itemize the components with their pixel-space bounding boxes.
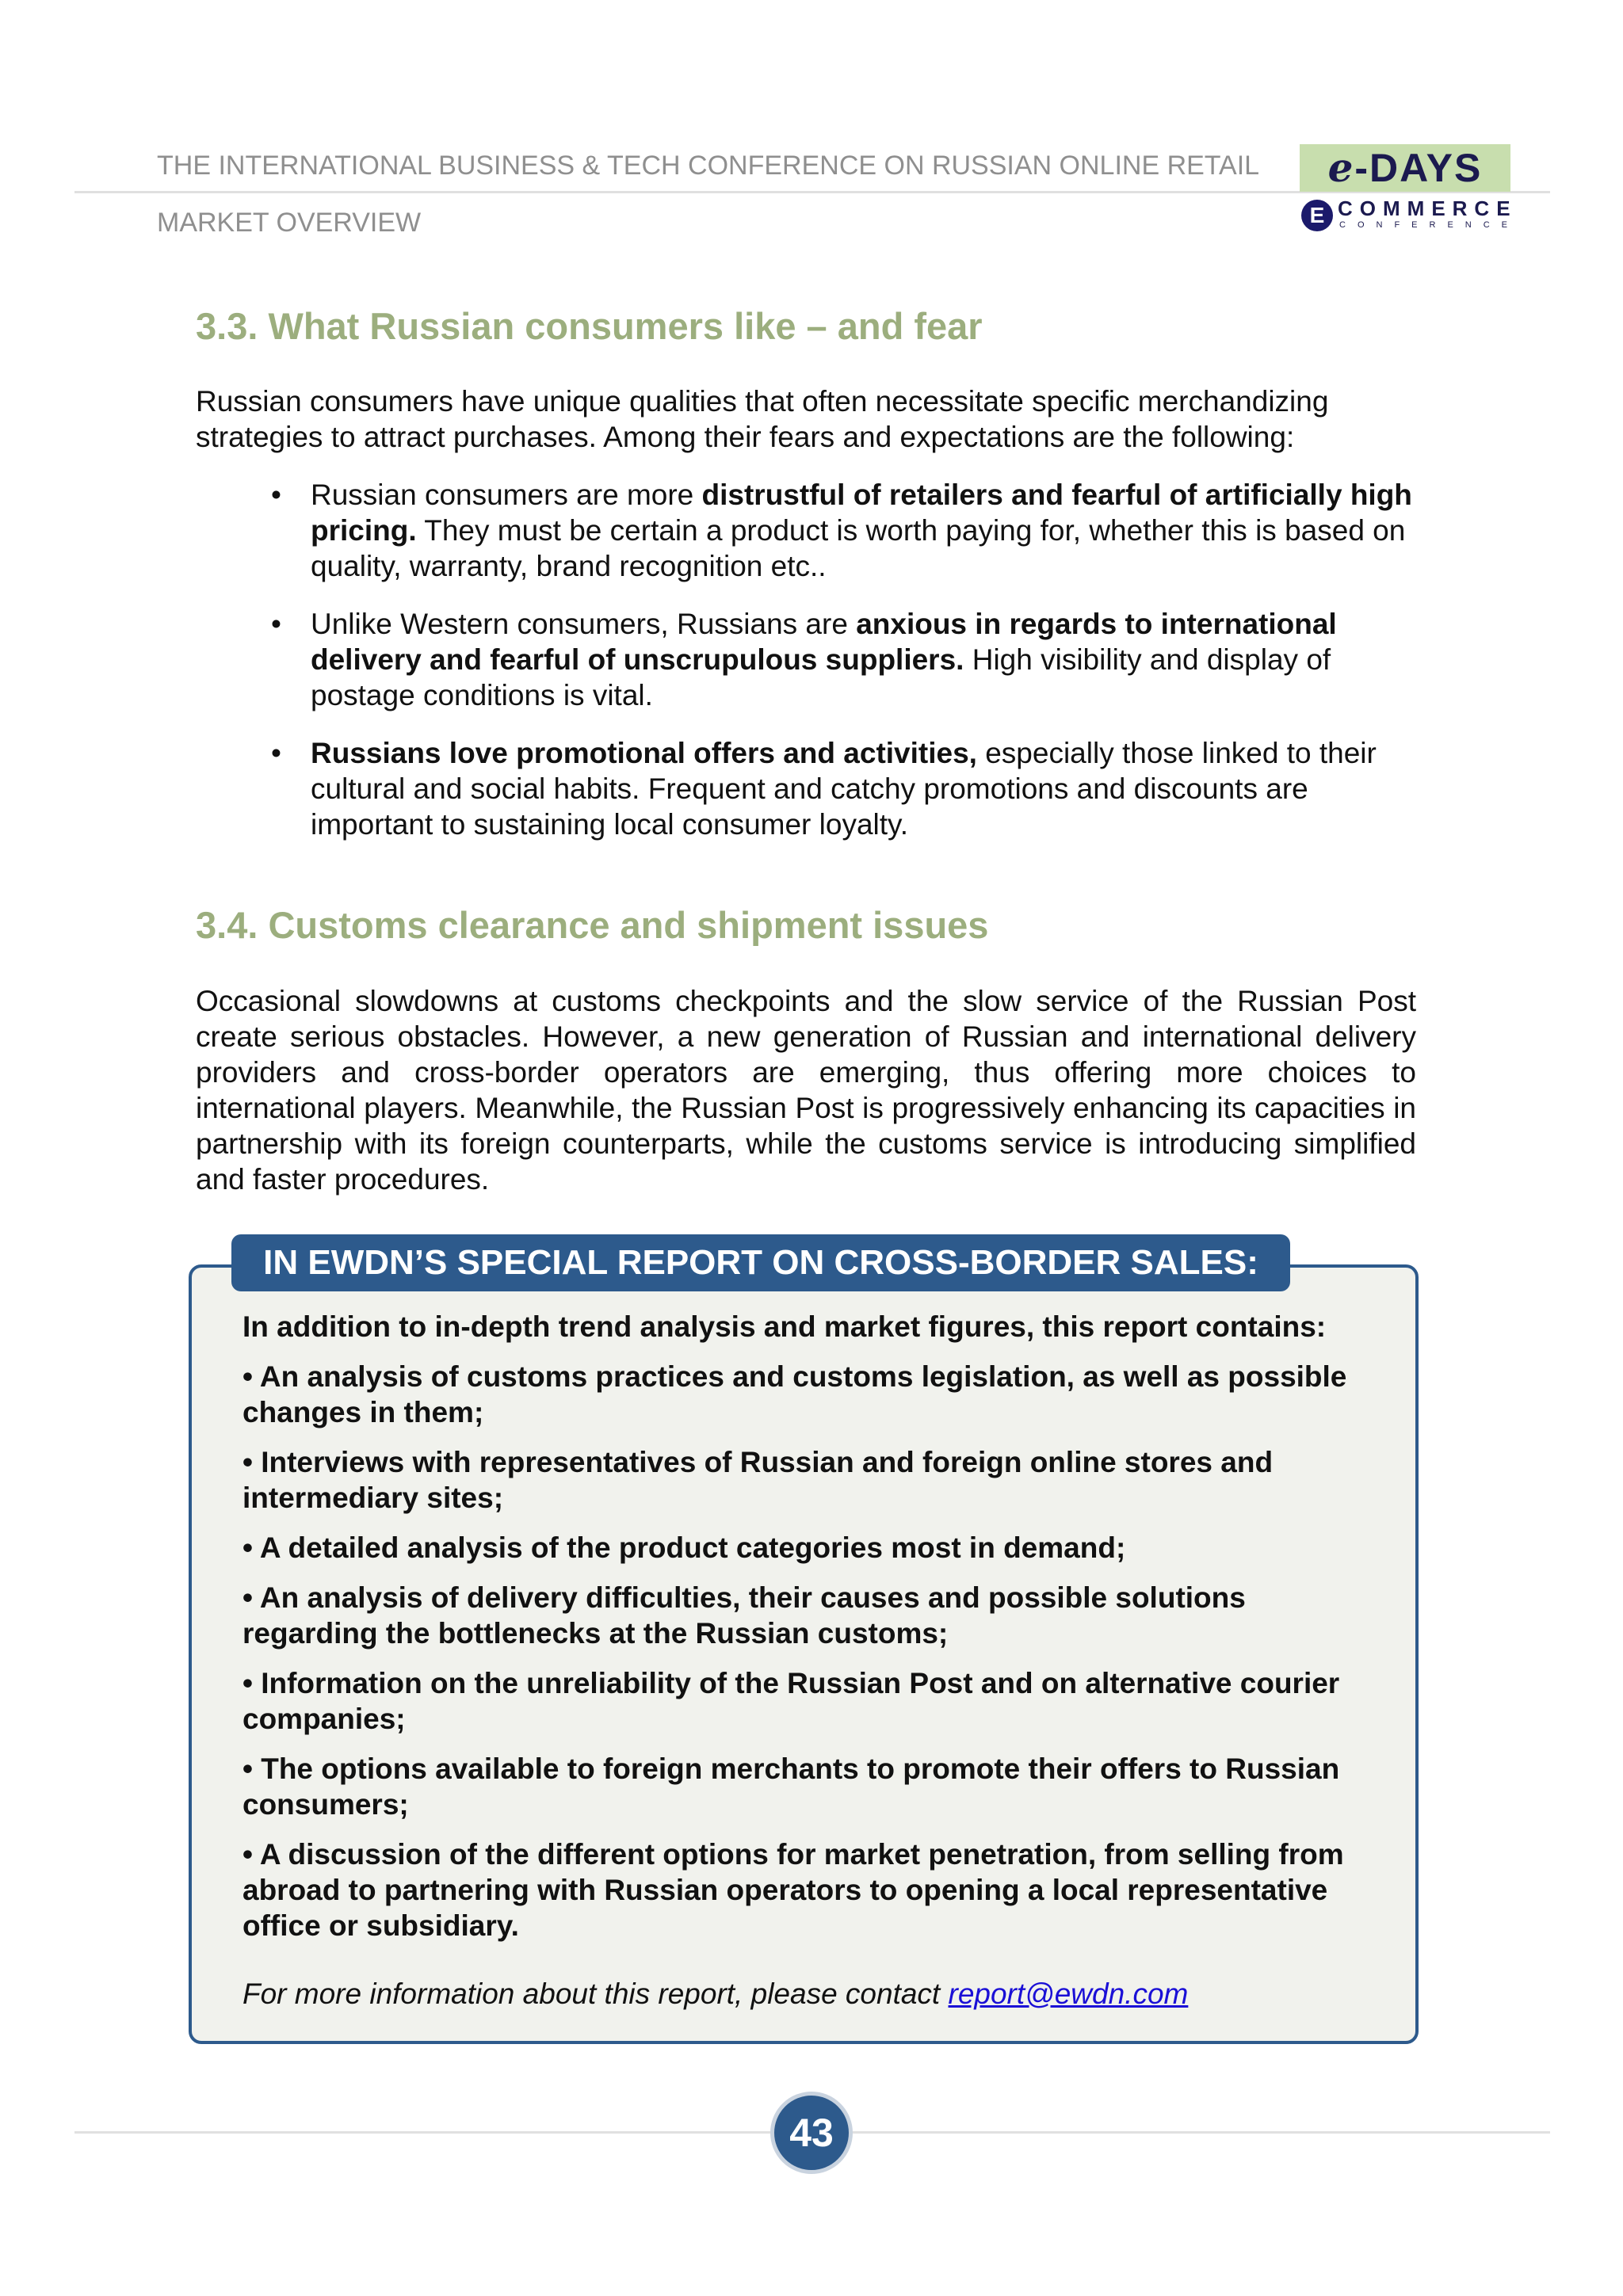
bullet-emphasis: distrustful of retailers and fearful of artificially high pricing.	[311, 479, 1412, 547]
bullet-text: Unlike Western consumers, Russians are	[311, 608, 857, 640]
contact-email-link[interactable]: report@ewdn.com	[948, 1978, 1189, 2010]
page-number-badge: 43	[770, 2092, 853, 2174]
logo-commerce: COMMERCE	[1338, 196, 1518, 220]
logo-e: e	[1327, 144, 1355, 191]
bullet-item	[266, 477, 1431, 584]
logo-wordmark	[1300, 144, 1510, 192]
header-subtitle: MARKET OVERVIEW	[157, 208, 422, 238]
bullet-text: They must be certain a product is worth paying for, whether this is based on quality, warranty, brand recognition etc..	[311, 514, 1406, 582]
edays-logo	[1300, 144, 1520, 233]
logo-e-badge: E	[1301, 200, 1333, 231]
report-item: • Interviews with representatives of Russian and foreign online stores and intermediary sites;	[242, 1446, 1274, 1514]
section-3-3-intro: Russian consumers have unique qualities that often necessitate specific merchandizing strategies to attract purchases. Among their fears and expectations are the following:	[196, 385, 1329, 453]
report-item: • Information on the unreliability of the Russian Post and on alternative courier companies;	[242, 1667, 1340, 1735]
bullet-emphasis: Russians love promotional offers and activities,	[311, 737, 977, 769]
report-box-content	[242, 1309, 1384, 1958]
report-item: • A discussion of the different options for market penetration, from selling from abroad to partnering with Russian operators to opening a local representative office or subsidiary.	[242, 1838, 1344, 1942]
section-3-4-body: Occasional slowdowns at customs checkpoints and the slow service of the Russian Post create serious obstacles. However, a new generation of Russian and international delivery providers and cross-border operators are emerging, thus offering more choices to international players. Meanwhile, the Russian Post is progressively enhancing its capacities in partnership with its foreign counterparts, while the customs service is introducing simplified and faster procedures.	[196, 985, 1416, 1196]
report-item: • An analysis of customs practices and customs legislation, as well as possible changes in them;	[242, 1360, 1347, 1428]
bullet-text: High visibility and display of postage conditions is vital.	[311, 643, 1331, 711]
report-contact-line	[242, 1978, 1188, 2011]
bullet-emphasis: anxious in regards to international delivery and fearful of unscrupulous suppliers.	[311, 608, 1337, 676]
report-box-intro: In addition to in-depth trend analysis and market figures, this report contains:	[242, 1310, 1327, 1343]
section-3-3-bullet-list	[266, 477, 1431, 864]
report-item: • An analysis of delivery difficulties, their causes and possible solutions regarding the bottlenecks at the Russian customs;	[242, 1581, 1246, 1650]
header-title: THE INTERNATIONAL BUSINESS & TECH CONFERENCE ON RUSSIAN ONLINE RETAIL	[157, 151, 1260, 181]
logo-conference: CONFERENCE	[1339, 220, 1520, 230]
bullet-text: Russian consumers are more	[311, 479, 702, 511]
bullet-item	[266, 606, 1431, 713]
bullet-item	[266, 735, 1431, 842]
section-heading-3-3: 3.3. What Russian consumers like – and fear	[196, 305, 983, 347]
report-item: • A detailed analysis of the product categories most in demand;	[242, 1531, 1126, 1564]
section-heading-3-4: 3.4. Customs clearance and shipment issues	[196, 904, 989, 946]
report-item: • The options available to foreign merchants to promote their offers to Russian consumers;	[242, 1753, 1340, 1821]
contact-text: For more information about this report, please contact	[242, 1978, 949, 2010]
bullet-text: especially those linked to their cultural and social habits. Frequent and catchy promotions and discounts are important to sustaining local consumer loyalty.	[311, 737, 1377, 841]
report-box-title: IN EWDN’S SPECIAL REPORT ON CROSS-BORDER SALES:	[231, 1234, 1290, 1291]
logo-days: -DAYS	[1354, 146, 1483, 190]
